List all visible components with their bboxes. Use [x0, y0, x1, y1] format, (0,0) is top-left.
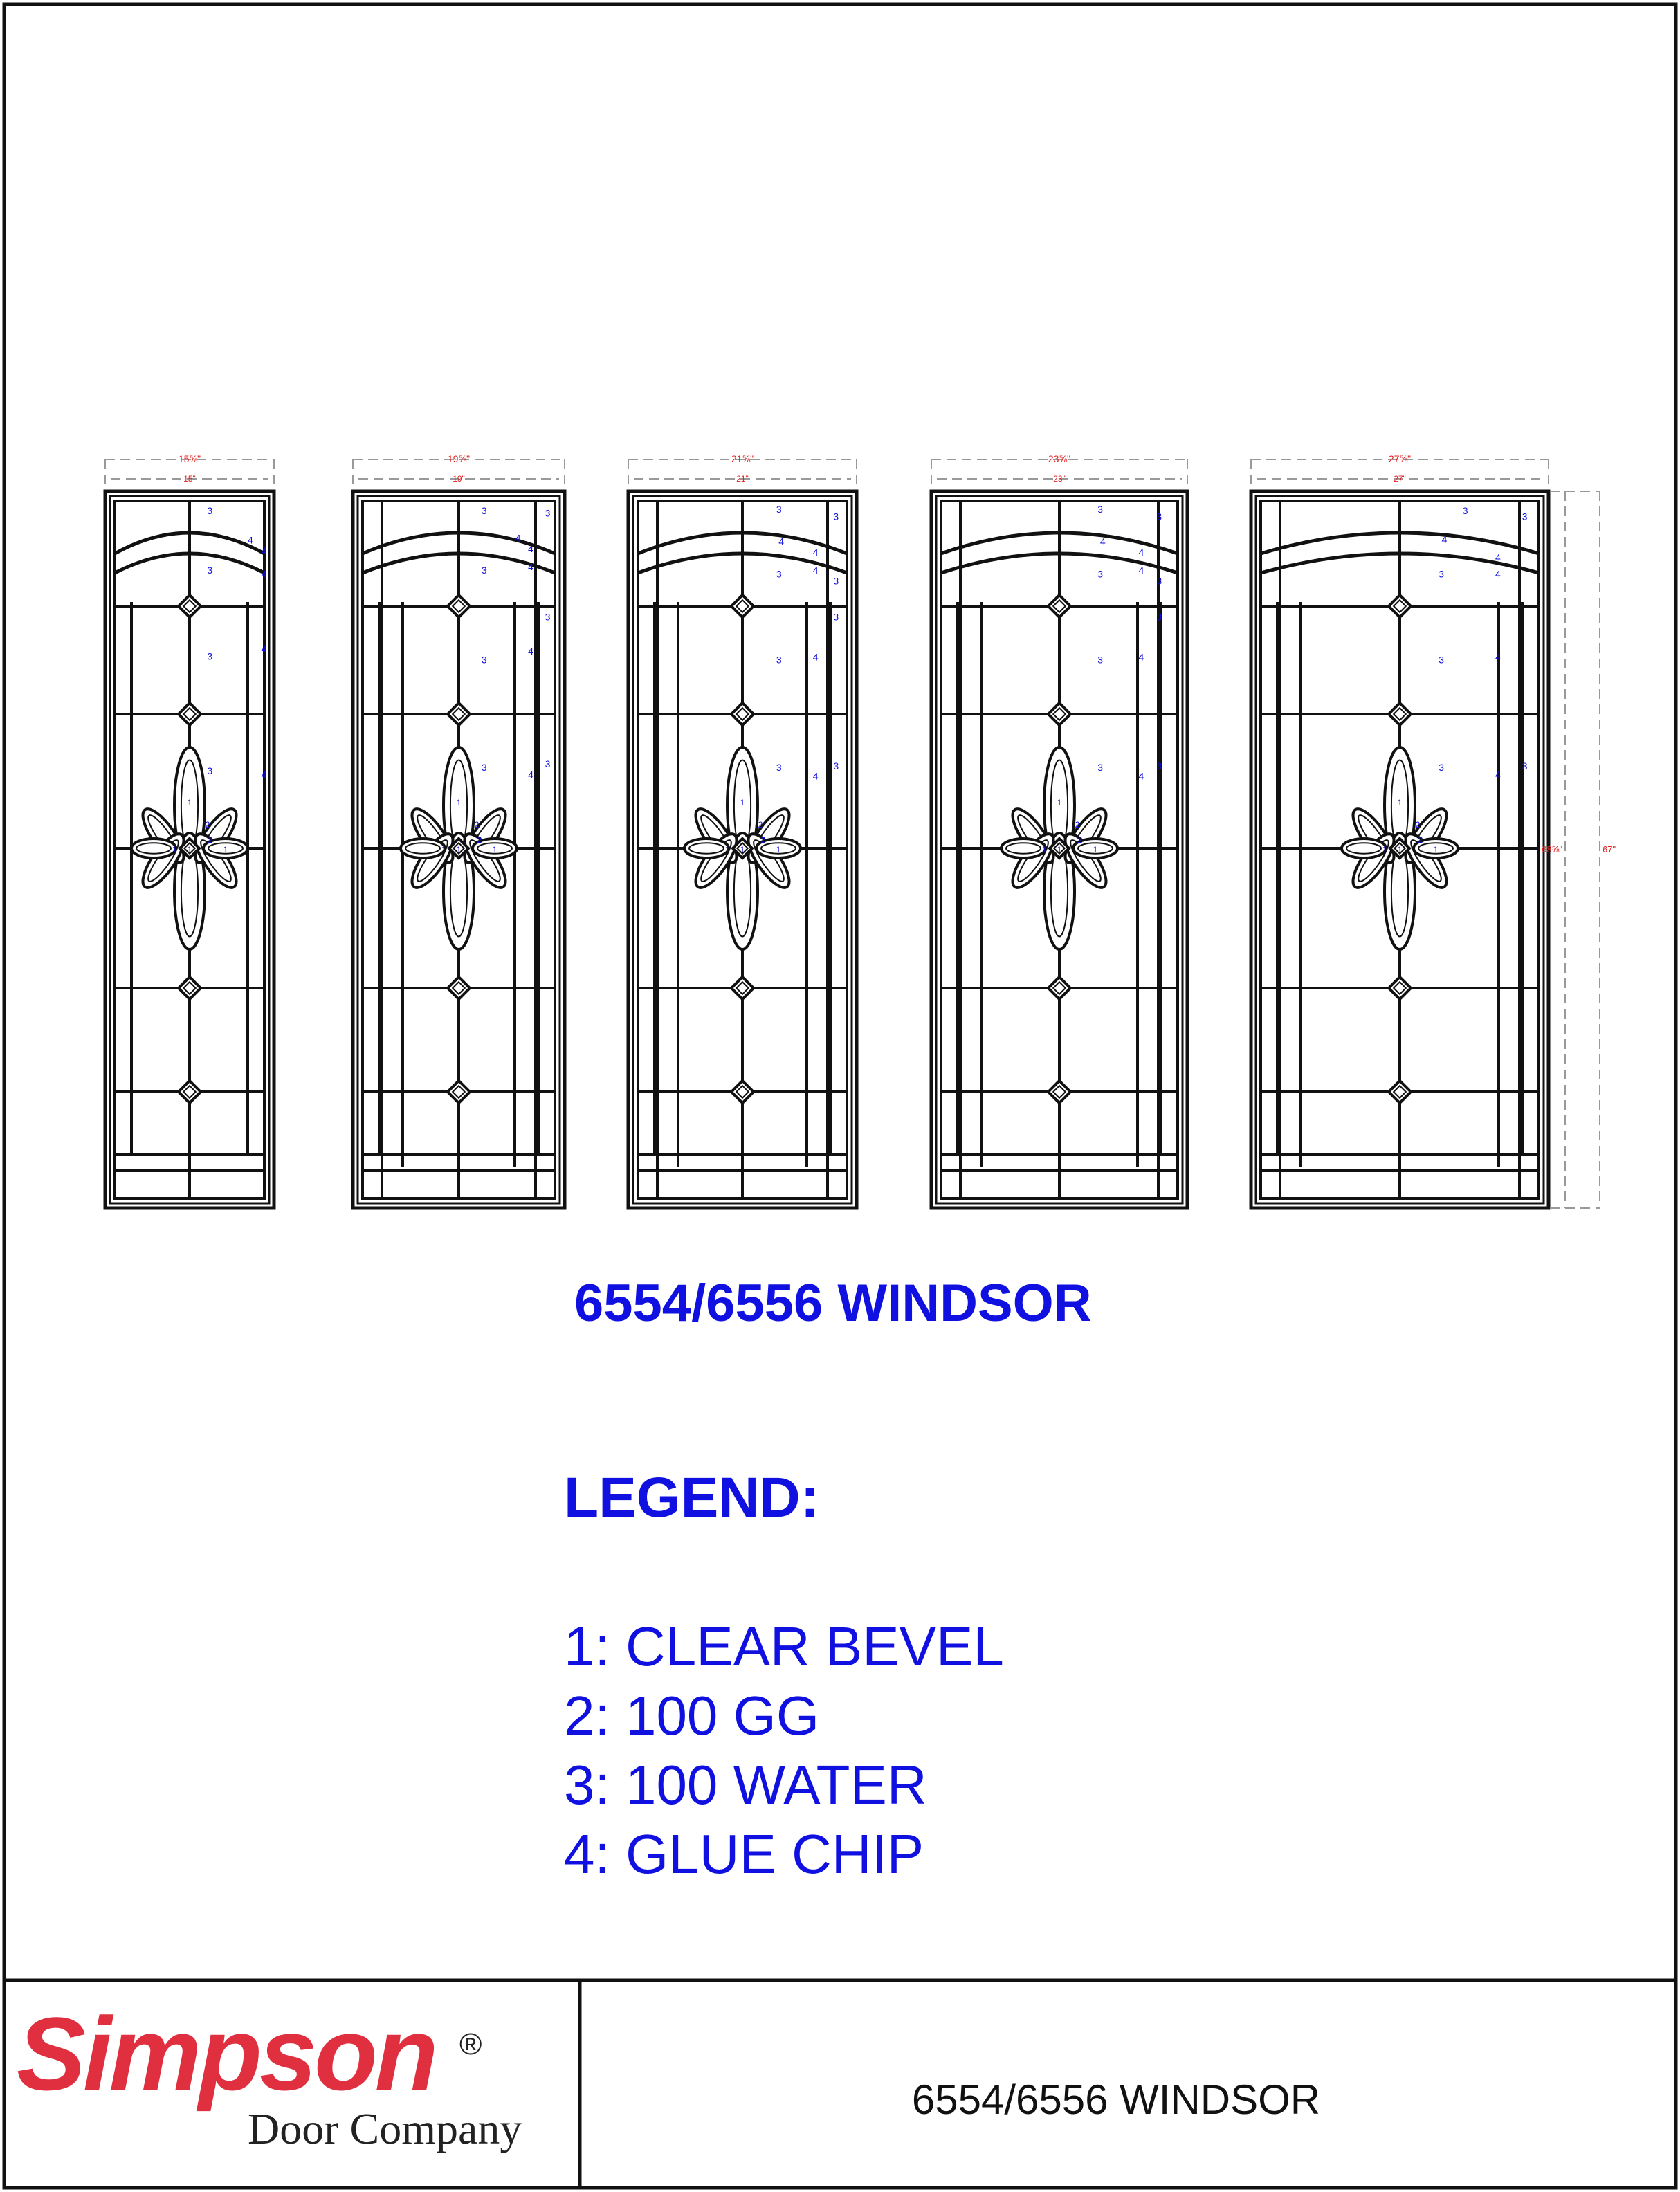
outer-width-label: 15⅝": [178, 453, 201, 464]
glass-type-label: 3: [1439, 568, 1445, 580]
glass-type-label: 3: [1097, 568, 1104, 580]
legend-list: [564, 1612, 1004, 1889]
bevel-number: 1: [740, 798, 745, 807]
glass-type-label: 4: [1495, 551, 1501, 563]
bevel-number: 1: [187, 845, 192, 855]
glass-type-label: 3: [1097, 654, 1104, 666]
bevel-leaf: [1001, 839, 1046, 858]
glass-type-label: 3: [545, 611, 551, 623]
glass-type-label: 3: [545, 507, 551, 519]
glass-type-label: 4: [528, 646, 533, 657]
door-elevation: [1251, 453, 1549, 1208]
bevel-number: 1: [1382, 845, 1387, 855]
glass-type-label: 3: [207, 650, 213, 662]
legend-item: 4: GLUE CHIP: [564, 1823, 924, 1885]
outer-width-label: 23⅝": [1048, 453, 1071, 464]
glass-type-label: 3: [1097, 762, 1104, 774]
door-elevation: [353, 453, 565, 1208]
bevel-number: 2: [205, 820, 210, 830]
glass-type-label: 4: [515, 532, 521, 544]
bevel-diamond: [1048, 595, 1070, 617]
bevel-number: 1: [1433, 845, 1439, 855]
bevel-diamond: [448, 1081, 470, 1103]
glass-type-label: 3: [1439, 762, 1445, 774]
bevel-number: 1: [172, 845, 177, 855]
glass-type-label: 3: [481, 505, 487, 517]
glass-type-label: 4: [812, 770, 819, 782]
bevel-number: 1: [223, 845, 228, 855]
bevel-diamond: [1048, 703, 1070, 725]
glass-type-label: 4: [1100, 536, 1106, 547]
glass-type-label: 4: [1138, 770, 1144, 782]
glass-type-label: 3: [481, 565, 487, 576]
height-outer-label: 68⅝": [1542, 844, 1562, 855]
bevel-number: 1: [1057, 798, 1062, 807]
glass-type-label: 3: [833, 575, 839, 587]
bevel-leaf: [131, 839, 176, 858]
bevel-diamond: [1389, 595, 1411, 617]
glass-type-label: 3: [1439, 654, 1445, 666]
bevel-number: 2: [208, 835, 213, 845]
bevel-number: 2: [1075, 820, 1080, 830]
inner-width-label: 15": [183, 474, 196, 484]
bevel-diamond: [179, 703, 201, 725]
bevel-number: 1: [492, 845, 497, 855]
glass-type-label: 3: [207, 765, 213, 777]
outer-width-label: 27⅝": [1388, 453, 1412, 464]
glass-type-label: 4: [528, 560, 533, 572]
bevel-number: 2: [758, 820, 763, 830]
glass-type-label: 3: [207, 565, 213, 576]
bevel-diamond: [448, 977, 470, 999]
glass-type-label: 4: [812, 547, 819, 558]
legend-item: 1: CLEAR BEVEL: [564, 1616, 1004, 1677]
bevel-number: 1: [456, 798, 462, 807]
bevel-leaf: [684, 839, 729, 858]
bevel-diamond: [1389, 703, 1411, 725]
bevel-number: 1: [1041, 845, 1047, 855]
bevel-diamond: [1389, 1081, 1411, 1103]
height-dimension: [1542, 491, 1616, 1208]
bevel-diamond: [448, 703, 470, 725]
bevel-diamond: [179, 1081, 201, 1103]
door-elevations: [105, 453, 1549, 1208]
glass-type-label: 3: [776, 762, 782, 774]
glass-type-label: 4: [778, 536, 784, 547]
bevel-number: 1: [724, 845, 730, 855]
glass-type-label: 4: [247, 534, 253, 546]
legend-heading: LEGEND:: [564, 1466, 819, 1529]
glass-type-label: 3: [1156, 760, 1162, 771]
simpson-logo: Simpson: [17, 1995, 436, 2112]
glass-type-label: 3: [481, 762, 487, 774]
height-inner-label: 67": [1603, 844, 1616, 855]
door-elevation: [931, 453, 1187, 1208]
glass-type-label: 4: [812, 651, 819, 663]
bevel-number: 1: [740, 845, 745, 855]
bevel-number: 1: [187, 798, 192, 807]
bevel-number: 1: [1397, 845, 1403, 855]
outer-width-label: 19⅝": [447, 453, 471, 464]
bevel-leaf: [1342, 839, 1386, 858]
bevel-number: 1: [441, 845, 446, 855]
glass-type-label: 4: [261, 545, 267, 557]
glass-type-label: 4: [528, 769, 533, 780]
glass-type-label: 4: [1138, 565, 1144, 576]
bevel-diamond: [1048, 1081, 1070, 1103]
bevel-number: 2: [1077, 835, 1083, 845]
glass-type-label: 3: [1156, 611, 1162, 623]
bevel-diamond: [1048, 977, 1070, 999]
inner-width-label: 23": [1053, 474, 1066, 484]
glass-type-label: 4: [1138, 651, 1144, 663]
glass-type-label: 3: [1522, 760, 1528, 771]
glass-type-label: 3: [1097, 504, 1104, 515]
glass-type-label: 3: [833, 760, 839, 771]
bevel-diamond: [731, 1081, 754, 1103]
glass-type-label: 3: [545, 758, 551, 769]
glass-type-label: 3: [833, 611, 839, 623]
glass-type-label: 4: [1441, 533, 1448, 545]
glass-type-label: 3: [481, 654, 487, 666]
bevel-diamond: [179, 595, 201, 617]
inner-width-label: 19": [453, 474, 465, 484]
inner-width-label: 21": [736, 474, 749, 484]
bevel-diamond: [448, 595, 470, 617]
bevel-diamond: [731, 595, 754, 617]
glass-type-label: 4: [261, 643, 267, 655]
legend-item: 2: 100 GG: [564, 1685, 820, 1746]
drawing-title: 6554/6556 WINDSOR: [574, 1274, 1092, 1333]
bevel-number: 1: [1057, 845, 1062, 855]
glass-type-label: 3: [1522, 511, 1528, 522]
glass-type-label: 4: [1495, 651, 1501, 663]
door-elevation: [105, 453, 274, 1208]
footer-title: 6554/6556 WINDSOR: [911, 2076, 1321, 2123]
door-elevation: [628, 453, 857, 1208]
bevel-number: 2: [760, 835, 766, 845]
glass-type-label: 3: [776, 568, 782, 580]
bevel-number: 1: [1093, 845, 1098, 855]
glass-type-label: 4: [261, 769, 267, 780]
registered-mark: ®: [459, 2027, 482, 2061]
bevel-diamond: [731, 977, 754, 999]
bevel-number: 2: [1418, 835, 1423, 845]
glass-type-label: 4: [1138, 547, 1144, 558]
bevel-number: 2: [474, 820, 480, 830]
glass-type-label: 3: [1156, 511, 1162, 522]
legend-item: 3: 100 WATER: [564, 1754, 927, 1816]
glass-type-label: 3: [833, 511, 839, 522]
glass-type-label: 3: [776, 654, 782, 666]
glass-type-label: 4: [1495, 568, 1501, 580]
glass-type-label: 3: [207, 505, 213, 517]
glass-type-label: 4: [528, 543, 533, 555]
bevel-leaf: [401, 839, 445, 858]
glass-type-label: 4: [1495, 769, 1501, 780]
bevel-diamond: [1389, 977, 1411, 999]
bevel-number: 1: [1397, 798, 1403, 807]
bevel-number: 1: [776, 845, 781, 855]
company-name: Door Company: [248, 2104, 522, 2153]
bevel-number: 2: [477, 835, 482, 845]
glass-type-label: 3: [776, 504, 782, 515]
bevel-diamond: [731, 703, 754, 725]
bevel-diamond: [179, 977, 201, 999]
glass-type-label: 4: [812, 565, 819, 576]
glass-type-label: 3: [1462, 505, 1468, 517]
inner-width-label: 27": [1394, 474, 1406, 484]
bevel-number: 1: [456, 845, 462, 855]
bevel-number: 2: [1415, 820, 1421, 830]
glass-type-label: 4: [261, 568, 267, 580]
glass-type-label: 3: [1156, 575, 1162, 587]
outer-width-label: 21⅝": [731, 453, 754, 464]
